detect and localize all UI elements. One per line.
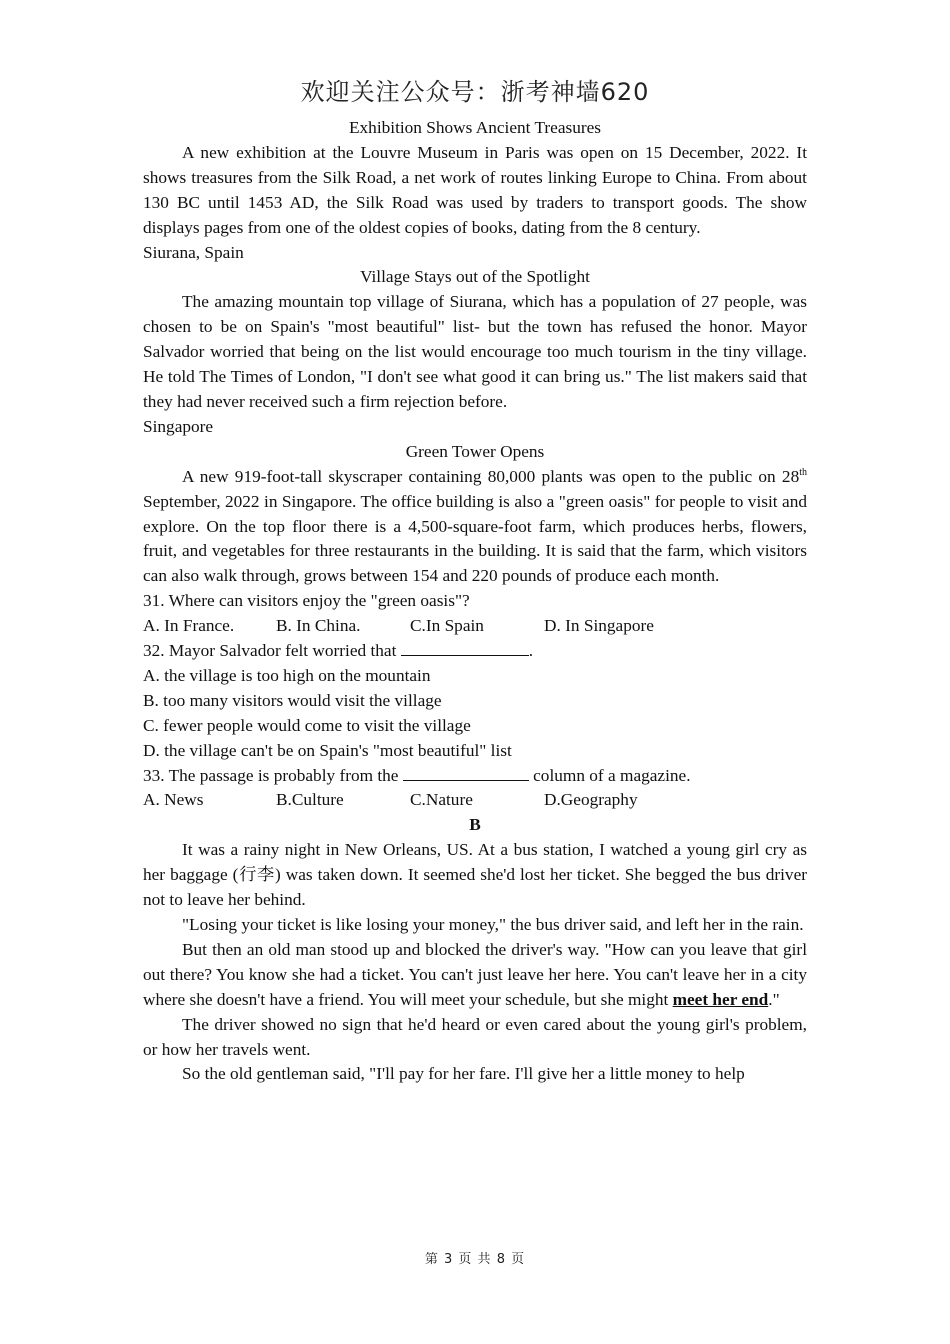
section-b-paragraph-1: It was a rainy night in New Orleans, US. At a bus station, I watched a young girl cry as her baggage (行李) was taken down. It seemed she'd lost her ticket. She begged the bus driver not to leave her behind. [143,840,807,910]
page-footer [0,1248,950,1267]
q33-stem-end: column of a magazine. [533,765,691,785]
q31-option-a: A. In France. [143,616,235,636]
paragraph-3-end: ." [768,989,780,1009]
paragraph-3-text: But then an old man stood up and blocked the driver's way. "How can you leave that girl out there? You know she had a ticket. You can't just leave her here. You can't leave her in a city where she doesn't have a friend. You will meet your schedule, but she might [143,939,807,1009]
q31-option-c: C.In Spain [410,616,484,636]
section-b-paragraph-3 [143,938,807,1013]
footer-prefix: 第 [424,1252,439,1267]
article1-body: A new exhibition at the Louvre Museum in Paris was open on 15 December, 2022. It shows treasures from the Silk Road, a net work of routes linking Europe to China. From about 130 BC until 1453 AD, the Silk Road was used by traders to transport goods. The show displays pages from one of the oldest copies of books, dating from the 8 century. [143,142,807,237]
ordinal-suffix: th [799,466,807,478]
q32-stem-end: . [528,641,534,661]
article3-body-end: September, 2022 in Singapore. The office building is also a "green oasis" for people to visit and explore. On the top floor there is a 4,500-square-foot farm, which produces herbs, flowers, fruit, and vegetables for three restaurants in the building. It is said that the farm, which visitors can also walk through, grows between 154 and 220 pounds of produce each month. [143,491,807,586]
q33-option-a: A. News [143,790,204,810]
q33-options [143,788,807,813]
q33-option-d: D.Geography [544,790,638,810]
section-b-paragraph-5: So the old gentleman said, "I'll pay for her fare. I'll give her a little money to help [182,1064,745,1084]
article3-body [143,465,807,590]
page-content [143,116,807,1087]
footer-page-number: 3 [444,1252,454,1267]
q33-stem-line [143,764,807,789]
q33-option-c: C.Nature [410,790,473,810]
underlined-phrase: meet her end [672,989,769,1009]
q32-stem-line [143,639,807,664]
q32-blank [401,639,529,656]
q31-options [143,614,807,639]
page-header: 欢迎关注公众号：浙考神墙620 [300,78,650,106]
q33-blank [403,764,529,781]
article2-body: The amazing mountain top village of Siurana, which has a population of 27 people, was chosen to be on Spain's "most beautiful" list- but the town has refused the honor. Mayor Salvador worried that being on the list would encourage too much tourism in the tiny village. He told The Times of London, "I don't see what good it can bring us." The list makers said that they had never received such a firm rejection before. [143,292,807,411]
q32-stem: 32. Mayor Salvador felt worried that [143,641,397,661]
article2-title: Village Stays out of the Spotlight [360,267,590,287]
article3-body-start: A new 919-foot-tall skyscraper containing 80,000 plants was open to the public on 28 [182,466,800,486]
article3-place: Singapore [143,416,214,436]
q31-option-d: D. In Singapore [544,616,654,636]
q32-option-c: C. fewer people would come to visit the village [143,715,471,735]
q33-option-b: B.Culture [276,790,344,810]
footer-suffix: 页 [511,1252,526,1267]
q32-option-a: A. the village is too high on the mountain [143,665,431,685]
q33-stem-start: 33. The passage is probably from the [143,765,399,785]
section-b-paragraph-4: The driver showed no sign that he'd heard or even cared about the young girl's problem, or how her travels went. [143,1014,807,1059]
section-b-label: B [469,815,481,835]
q31-stem: 31. Where can visitors enjoy the "green oasis"? [143,591,470,611]
q32-option-b: B. too many visitors would visit the village [143,690,442,710]
article1-title: Exhibition Shows Ancient Treasures [348,118,602,137]
section-b-paragraph-2: "Losing your ticket is like losing your money," the bus driver said, and left her in the rain. [182,915,804,934]
q32-option-d: D. the village can't be on Spain's "most beautiful" list [143,740,512,760]
article3-title: Green Tower Opens [405,441,545,461]
q31-option-b: B. In China. [276,616,361,636]
footer-total-pages: 8 [496,1252,506,1267]
footer-middle: 页 共 [458,1252,492,1267]
article2-place: Siurana, Spain [143,242,244,262]
